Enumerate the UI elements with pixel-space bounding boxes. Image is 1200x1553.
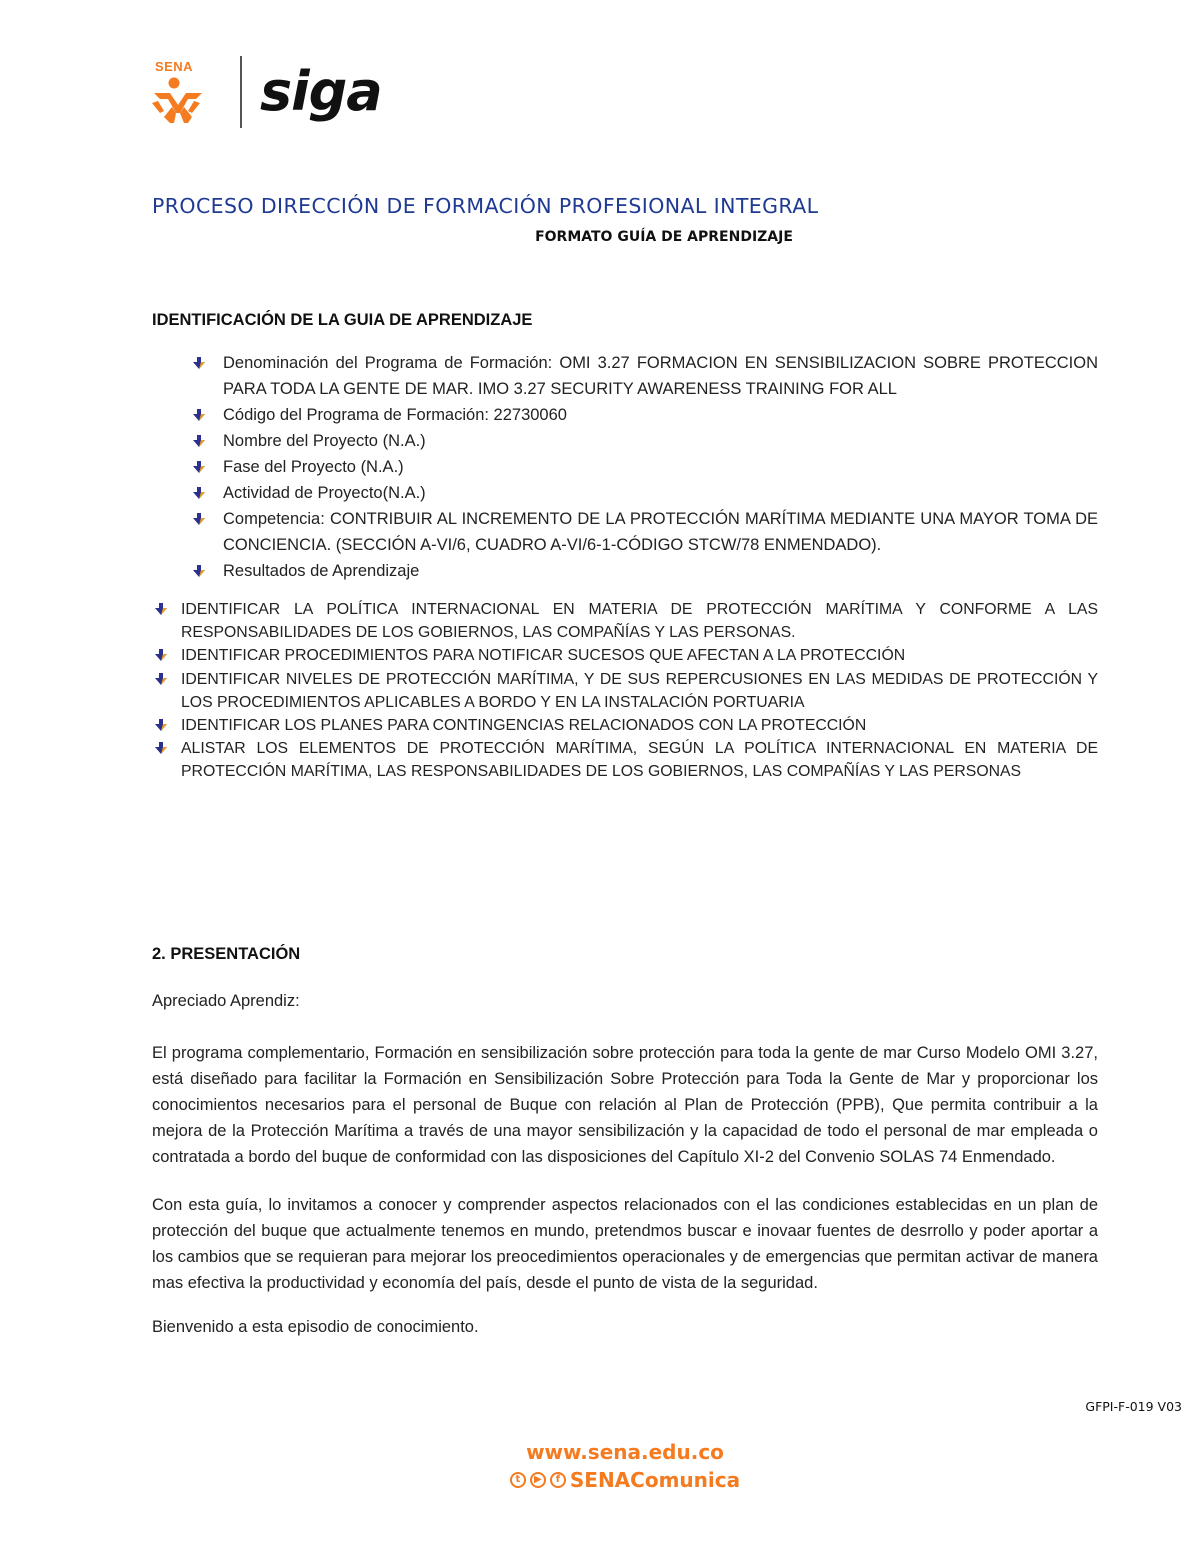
presentation-greeting: Apreciado Aprendiz: xyxy=(152,992,300,1010)
siga-logo: siga xyxy=(260,60,382,123)
learning-results-list xyxy=(110,598,1098,784)
list-item xyxy=(152,558,1098,584)
facebook-icon[interactable]: f xyxy=(550,1472,566,1488)
presentation-heading: 2. PRESENTACIÓN xyxy=(152,945,301,963)
result-item-text: IDENTIFICAR NIVELES DE PROTECCIÓN MARÍTIMA, Y DE SUS REPERCUSIONES EN LAS MEDIDAS DE PROTECCIÓN Y LOS PROCEDIMIENTOS APLICABLES A BORDO Y EN LA INSTALACIÓN PORTUARIA xyxy=(181,670,1098,711)
result-item-text: IDENTIFICAR LA POLÍTICA INTERNACIONAL EN MATERIA DE PROTECCIÓN MARÍTIMA Y CONFORME A LAS RESPONSABILIDADES DE LOS GOBIERNOS, LAS COMPAÑÍAS Y LAS PERSONAS. xyxy=(181,601,1098,642)
list-item-text: Actividad de Proyecto(N.A.) xyxy=(223,484,426,502)
arrow-bullet-icon xyxy=(192,357,206,370)
presentation-closing: Bienvenido a esta episodio de conocimiento. xyxy=(152,1318,479,1336)
list-item-text: Nombre del Proyecto (N.A.) xyxy=(223,432,426,450)
list-item xyxy=(152,506,1098,558)
list-item-text: Fase del Proyecto (N.A.) xyxy=(223,458,404,476)
result-item-text: IDENTIFICAR PROCEDIMIENTOS PARA NOTIFICAR SUCESOS QUE AFECTAN A LA PROTECCIÓN xyxy=(181,647,906,665)
list-item-text: Competencia: CONTRIBUIR AL INCREMENTO DE LA PROTECCIÓN MARÍTIMA MEDIANTE UNA MAYOR TOMA DE CONCIENCIA. (SECCIÓN A-VI/6, CUADRO A-VI/6-1-CÓDIGO STCW/78 ENMENDADO). xyxy=(223,510,1098,554)
presentation-paragraph: El programa complementario, Formación en sensibilización sobre protección para toda la gente de mar Curso Modelo OMI 3.27, está diseñado para facilitar la Formación en Sensibilización Sobre Protección para Toda la Gente de Mar y proporcionar los conocimientos necesarios para el personal de Buque con relación al Plan de Protección (PPB), Que permita contribuir a la mejora de la Protección Marítima a través de una mayor sensibilización y la capacidad de todo el personal de mar empleada o contratada a bordo del buque de conformidad con las disposiciones del Capítulo XI-2 del Convenio SOLAS 74 Enmendado. xyxy=(152,1044,1098,1166)
list-item xyxy=(152,350,1098,402)
arrow-bullet-icon xyxy=(192,409,206,422)
arrow-bullet-icon xyxy=(192,513,206,526)
logo-divider xyxy=(240,56,242,128)
result-item xyxy=(110,644,1098,667)
arrow-bullet-icon xyxy=(154,719,168,732)
result-item xyxy=(110,598,1098,644)
identification-heading: IDENTIFICACIÓN DE LA GUIA DE APRENDIZAJE xyxy=(152,311,533,329)
presentation-paragraph: Con esta guía, lo invitamos a conocer y comprender aspectos relacionados con el las condiciones establecidas en un plan de protección del buque que actualmente tenemos en mundo, pretendmos buscar e inovaar fuentes de desrrollo y poder aportar a los cambios que se requieran para mejorar los preocedimientos operacionales y de emergencias que permitan activar de manera mas efectiva la productividad y economía del país, desde el punto de vista de la seguridad. xyxy=(152,1196,1098,1292)
list-item xyxy=(152,454,1098,480)
arrow-bullet-icon xyxy=(154,649,168,662)
footer xyxy=(0,1440,1200,1492)
process-title: PROCESO DIRECCIÓN DE FORMACIÓN PROFESIONAL INTEGRAL xyxy=(152,194,819,218)
social-handle[interactable]: SENAComunica xyxy=(569,1468,741,1492)
result-item-text: IDENTIFICAR LOS PLANES PARA CONTINGENCIAS RELACIONADOS CON LA PROTECCIÓN xyxy=(181,717,867,735)
sena-logo xyxy=(150,53,228,131)
arrow-bullet-icon xyxy=(192,487,206,500)
result-item xyxy=(110,714,1098,737)
list-item xyxy=(152,480,1098,506)
format-title-wrap xyxy=(0,229,1200,245)
result-item xyxy=(110,668,1098,714)
arrow-bullet-icon xyxy=(154,673,168,686)
document-code: GFPI-F-019 V03 xyxy=(1085,1399,1182,1414)
list-item-text: Denominación del Programa de Formación: OMI 3.27 FORMACION EN SENSIBILIZACION SOBRE PROTECCION PARA TODA LA GENTE DE MAR. IMO 3.27 SECURITY AWARENESS TRAINING FOR ALL xyxy=(223,354,1098,398)
footer-social xyxy=(510,1468,740,1492)
arrow-bullet-icon xyxy=(154,742,168,755)
arrow-bullet-icon xyxy=(192,435,206,448)
list-item xyxy=(152,402,1098,428)
arrow-bullet-icon xyxy=(192,461,206,474)
list-item-text: Resultados de Aprendizaje xyxy=(223,562,420,580)
youtube-icon[interactable]: ▶ xyxy=(530,1472,546,1488)
list-item-text: Código del Programa de Formación: 22730060 xyxy=(223,406,567,424)
list-item xyxy=(152,428,1098,454)
sena-logo-text: SENA xyxy=(154,59,194,74)
header-logos xyxy=(150,52,382,132)
twitter-icon[interactable]: t xyxy=(510,1472,526,1488)
result-item-text: ALISTAR LOS ELEMENTOS DE PROTECCIÓN MARÍTIMA, SEGÚN LA POLÍTICA INTERNACIONAL EN MATERIA DE PROTECCIÓN MARÍTIMA, LAS RESPONSABILIDADES DE LOS GOBIERNOS, LAS COMPAÑÍAS Y LAS PERSONAS xyxy=(181,740,1098,781)
arrow-bullet-icon xyxy=(192,565,206,578)
footer-url-link[interactable]: www.sena.edu.co xyxy=(526,1440,724,1464)
identification-section xyxy=(152,308,1098,784)
result-item xyxy=(110,737,1098,783)
presentation-section xyxy=(152,942,1098,1340)
identification-list xyxy=(152,350,1098,584)
format-title: FORMATO GUÍA DE APRENDIZAJE xyxy=(535,229,793,245)
arrow-bullet-icon xyxy=(154,603,168,616)
